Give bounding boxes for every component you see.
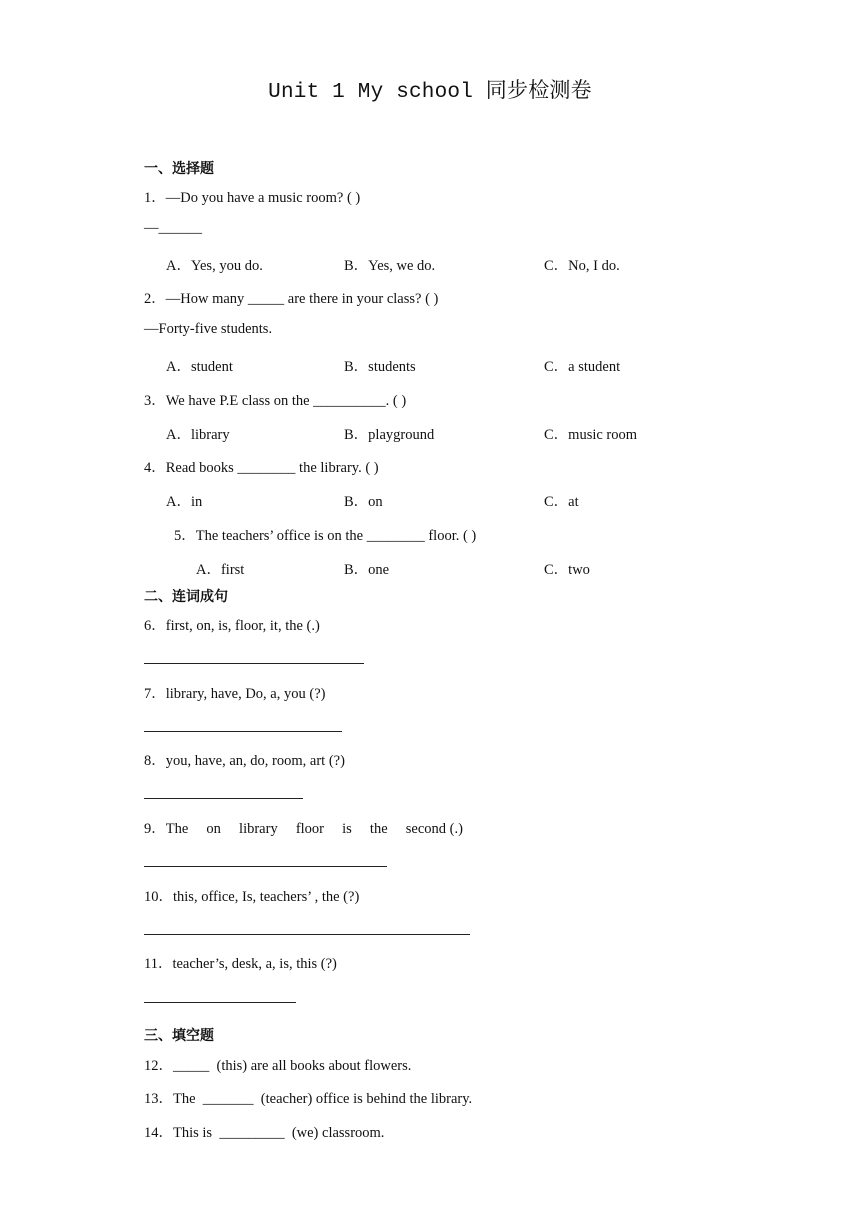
question-2-option-b[interactable]: B．students bbox=[344, 359, 416, 375]
question-3: 3．We have P.E class on the __________. ( ) bbox=[144, 393, 407, 409]
question-1-option-c[interactable]: C．No, I do. bbox=[544, 258, 620, 274]
question-5-option-a[interactable]: A．first bbox=[196, 562, 245, 578]
question-2-option-c[interactable]: C．a student bbox=[544, 359, 621, 375]
answer-line-7[interactable] bbox=[144, 731, 342, 732]
question-4-option-c[interactable]: C．at bbox=[544, 494, 579, 510]
question-9: 9．The on library floor is the second (.) bbox=[144, 821, 463, 837]
question-2-option-a[interactable]: A．student bbox=[166, 359, 233, 375]
answer-line-6[interactable] bbox=[144, 663, 364, 664]
page-title: Unit 1 My school 同步检测卷 bbox=[268, 81, 592, 104]
section-heading-fill-in-blanks: 三、填空题 bbox=[144, 1028, 214, 1044]
question-3-option-a[interactable]: A．library bbox=[166, 427, 230, 443]
question-4-option-b[interactable]: B．on bbox=[344, 494, 383, 510]
question-1-option-a[interactable]: A．Yes, you do. bbox=[166, 258, 263, 274]
question-12: 12．_____ (this) are all books about flowers. bbox=[144, 1058, 412, 1074]
question-13: 13．The _______ (teacher) office is behind the library. bbox=[144, 1091, 473, 1107]
question-8: 8．you, have, an, do, room, art (?) bbox=[144, 753, 345, 769]
question-5-option-b[interactable]: B．one bbox=[344, 562, 390, 578]
question-3-option-c[interactable]: C．music room bbox=[544, 427, 638, 443]
answer-line-10[interactable] bbox=[144, 934, 470, 935]
answer-line-11[interactable] bbox=[144, 1002, 296, 1003]
question-4-option-a[interactable]: A．in bbox=[166, 494, 203, 510]
question-1-option-b[interactable]: B．Yes, we do. bbox=[344, 258, 436, 274]
question-10: 10．this, office, Is, teachers’ , the (?) bbox=[144, 889, 360, 905]
answer-line-8[interactable] bbox=[144, 798, 303, 799]
question-7: 7．library, have, Do, a, you (?) bbox=[144, 686, 326, 702]
question-11: 11．teacher’s, desk, a, is, this (?) bbox=[144, 956, 337, 972]
question-14: 14．This is _________ (we) classroom. bbox=[144, 1125, 385, 1141]
answer-line-9[interactable] bbox=[144, 866, 387, 867]
question-1: 1．—Do you have a music room? ( ) bbox=[144, 190, 361, 206]
question-2: 2．—How many _____ are there in your class? ( ) bbox=[144, 291, 439, 307]
section-heading-multiple-choice: 一、选择题 bbox=[144, 161, 214, 177]
question-3-option-b[interactable]: B．playground bbox=[344, 427, 435, 443]
question-6: 6．first, on, is, floor, it, the (.) bbox=[144, 618, 320, 634]
question-1-answer-line: —______ bbox=[144, 220, 202, 236]
question-5: 5．The teachers’ office is on the ________ floor. ( ) bbox=[174, 528, 477, 544]
section-heading-sentence-building: 二、连词成句 bbox=[144, 589, 228, 605]
question-2-reply: —Forty-five students. bbox=[144, 321, 273, 337]
question-4: 4．Read books ________ the library. ( ) bbox=[144, 460, 379, 476]
question-5-option-c[interactable]: C．two bbox=[544, 562, 590, 578]
